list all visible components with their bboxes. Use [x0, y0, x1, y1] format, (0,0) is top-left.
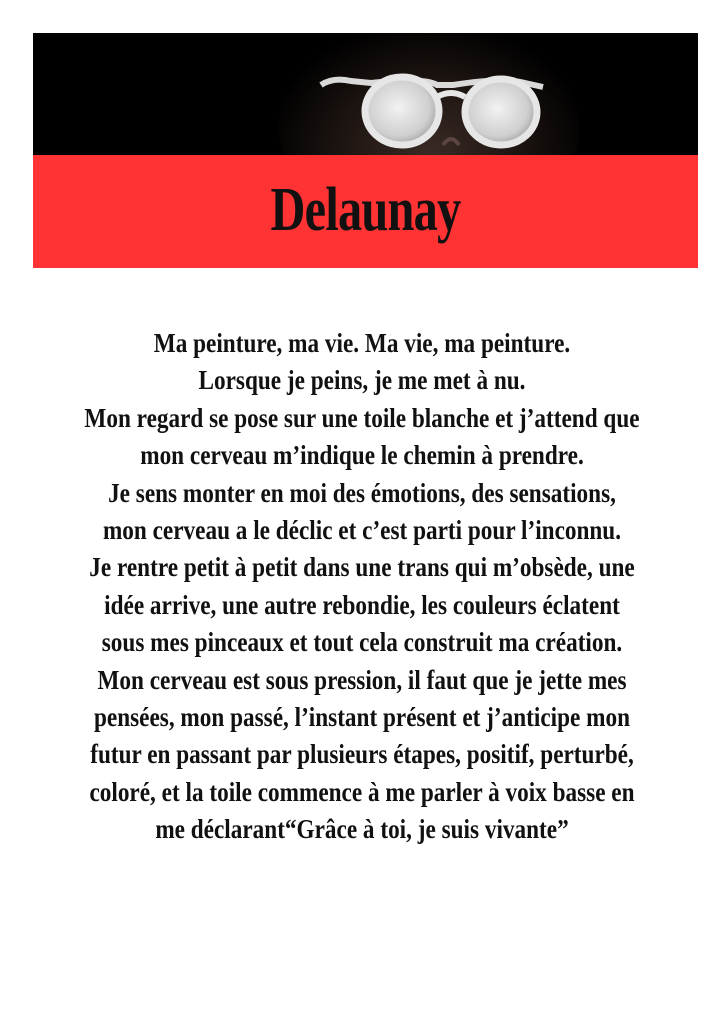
poem-line: pensées, mon passé, l’instant présent et j’anticipe mon — [94, 702, 630, 733]
poem-line: Mon regard se pose sur une toile blanche et j’attend que — [84, 402, 640, 433]
poem-line: idée arrive, une autre rebondie, les couleurs éclatent — [104, 589, 620, 620]
poem-line: mon cerveau m’indique le chemin à prendre. — [140, 440, 584, 471]
poem-line: mon cerveau a le déclic et c’est parti pour l’inconnu. — [102, 515, 622, 546]
face-with-glasses-image — [33, 33, 698, 155]
title-band — [33, 155, 698, 268]
poem-line: Lorsque je peins, je me met à nu. — [198, 365, 526, 396]
poem-line: Ma peinture, ma vie. Ma vie, ma peinture. — [153, 328, 571, 358]
right-lens — [465, 79, 537, 145]
poem-line: me déclarant“Grâce à toi, je suis vivante” — [155, 814, 569, 845]
poem-line: coloré, et la toile commence à me parler à voix basse en — [89, 776, 635, 807]
portrait-photo — [33, 33, 698, 155]
poem-line: Je sens monter en moi des émotions, des sensations, — [108, 477, 616, 508]
poem-line: futur en passant par plusieurs étapes, positif, perturbé, — [90, 739, 634, 770]
poem-text — [30, 325, 694, 849]
left-lens — [365, 77, 439, 145]
header-banner — [33, 33, 698, 268]
poem-line: sous mes pinceaux et tout cela construit ma création. — [101, 627, 623, 658]
page-title: Delaunay — [270, 176, 461, 244]
poem-line: Mon cerveau est sous pression, il faut que je jette mes — [97, 664, 627, 695]
poem-line: Je rentre petit à petit dans une trans qui m’obsède, une — [89, 552, 635, 583]
